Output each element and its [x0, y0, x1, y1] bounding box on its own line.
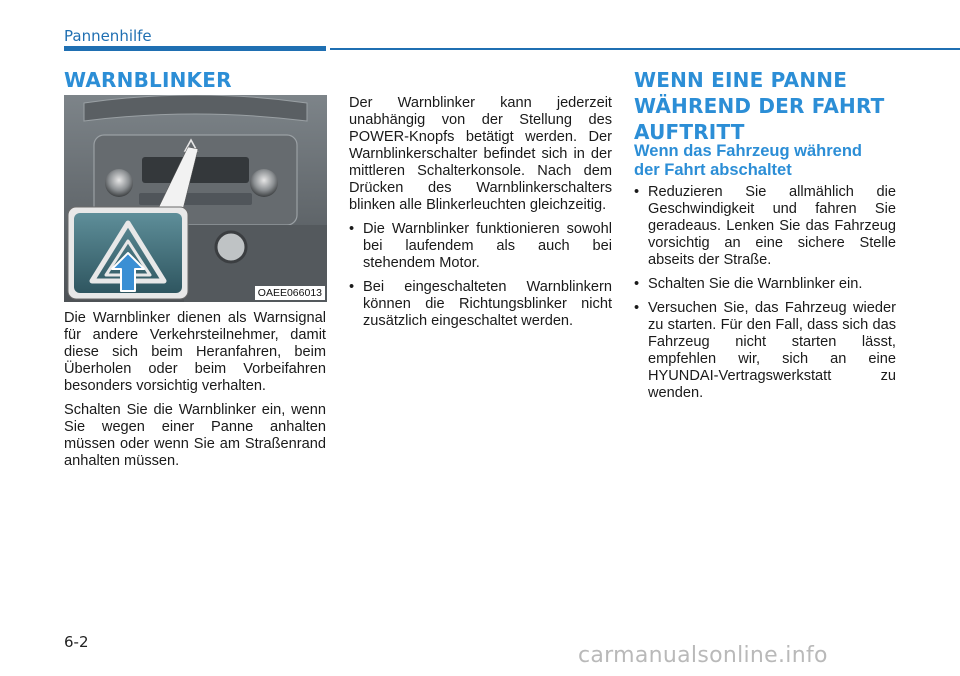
heading-line: AUFTRITT: [634, 120, 745, 144]
dashboard-illustration: [64, 95, 327, 302]
start-button: [216, 232, 246, 262]
paragraph: Schalten Sie die Warnblinker ein, wenn Sie wegen einer Panne anhalten müssen oder wenn Sie am Straßenrand anhalten müssen.: [64, 402, 326, 469]
stall-subheading: [634, 142, 862, 180]
warnblinker-heading: WARNBLINKER: [64, 68, 232, 92]
list-item: • Versuchen Sie, das Fahrzeug wieder zu starten. Für den Fall, dass sich das Fahrzeug nicht starten lässt, empfehlen wir, sich an eine HYUNDAI-Vertragswerkstatt zu wenden.: [634, 300, 896, 402]
heading-line: WENN EINE PANNE: [634, 68, 848, 92]
header-rule-thin: [330, 48, 960, 50]
bullet-list: [349, 221, 612, 330]
left-column-text: [64, 310, 326, 477]
page-number: 6-2: [64, 633, 89, 651]
right-knob: [250, 169, 278, 197]
list-item: • Die Warnblinker funktionieren sowohl bei laufendem als auch bei stehendem Motor.: [349, 221, 612, 272]
middle-column-text: [349, 95, 612, 337]
breakdown-heading: [634, 67, 885, 145]
hazard-switch-figure: [64, 95, 327, 302]
watermark: carmanualsonline.info: [578, 643, 828, 668]
paragraph: Der Warnblinker kann jederzeit unabhängig von der Stellung des POWER-Knopfs betätigt werden. Der Warnblinkerschalter befindet sich in der mittleren Schalterkonsole. Nach dem Drücken des Warnblinkerschalters blinken alle Blinkerleuchten gleichzeitig.: [349, 95, 612, 213]
display-slot: [142, 157, 249, 183]
heading-line: WÄHREND DER FAHRT: [634, 94, 885, 118]
paragraph: Die Warnblinker dienen als Warnsignal für andere Verkehrsteilnehmer, damit diese sich beim Heranfahren, beim Überholen oder beim Vorbeifahren besonders vorsichtig verhalten.: [64, 310, 326, 394]
subheading-line: Wenn das Fahrzeug während: [634, 142, 862, 160]
right-column-text: [634, 184, 896, 409]
header-rule-thick: [64, 46, 326, 51]
bullet-list: [634, 184, 896, 402]
list-item: • Reduzieren Sie allmählich die Geschwindigkeit und fahren Sie geradeaus. Lenken Sie das Fahrzeug vorsichtig an eine sichere Stelle abseits der Straße.: [634, 184, 896, 269]
button-row: [139, 193, 252, 205]
section-title: Pannenhilfe: [64, 27, 152, 45]
subheading-line: der Fahrt abschaltet: [634, 161, 792, 179]
list-item: • Bei eingeschalteten Warnblinkern können die Richtungsblinker nicht zusätzlich eingeschaltet werden.: [349, 279, 612, 330]
list-item: • Schalten Sie die Warnblinker ein.: [634, 276, 896, 293]
left-knob: [105, 169, 133, 197]
figure-code: OAEE066013: [255, 286, 325, 300]
